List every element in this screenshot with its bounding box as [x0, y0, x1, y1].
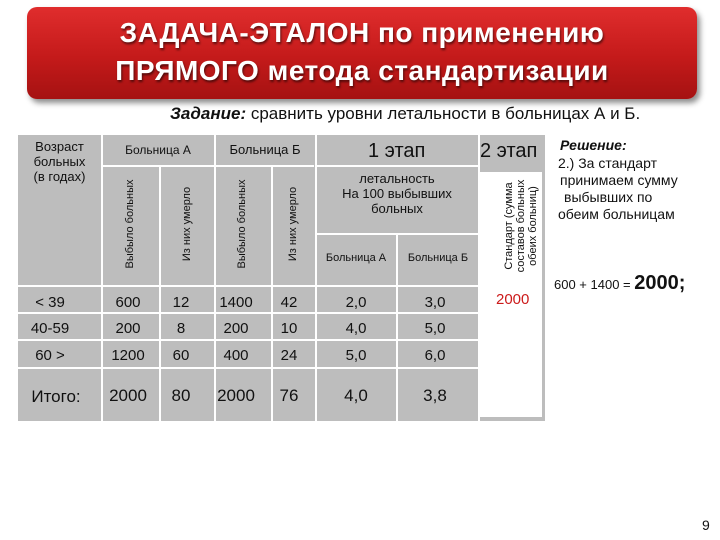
title-line-2: ПРЯМОГО метода стандартизации — [115, 55, 609, 86]
stage1-header: 1 этап — [368, 140, 426, 162]
row-b-out: 2000 — [217, 386, 255, 405]
row-b-died: 24 — [280, 347, 298, 364]
solution-title: Решение: — [560, 137, 627, 153]
row-age: 60 > — [35, 347, 65, 364]
a-died-header: Из них умерло — [181, 186, 193, 262]
hospital-a-header: Больница А — [125, 143, 191, 157]
leth-a-header: Больница А — [325, 252, 387, 264]
row-b-died: 10 — [280, 320, 298, 337]
row-leth-b: 3,0 — [424, 294, 446, 311]
hospital-b-header: Больница Б — [229, 142, 301, 157]
task-text: сравнить уровни летальности в больницах А и Б. — [246, 104, 641, 123]
row-a-out: 1200 — [111, 347, 145, 364]
row-leth-b: 6,0 — [424, 347, 446, 364]
standard-header: Стандарт (сумма составов больных обеих больниц) — [503, 179, 539, 273]
row-leth-a: 4,0 — [345, 320, 367, 337]
row-b-out: 400 — [223, 347, 249, 364]
row-a-died: 80 — [171, 386, 191, 405]
row-b-out: 200 — [223, 320, 249, 337]
task-statement — [170, 104, 640, 124]
row-leth-b: 5,0 — [424, 320, 446, 337]
lethality-header: летальность На 100 выбывших больных — [342, 171, 452, 216]
row-a-died: 8 — [176, 320, 186, 337]
solution-text: 2.) За стандарт принимаем сумму выбывших по обеим больницам — [558, 155, 678, 222]
row-leth-b: 3,8 — [423, 386, 447, 405]
row-leth-a: 4,0 — [344, 386, 368, 405]
row-a-died: 12 — [172, 294, 190, 311]
row-b-died: 42 — [280, 294, 298, 311]
a-discharged-header: Выбыло больных — [124, 179, 136, 269]
standard-value: 2000 — [496, 291, 530, 308]
row-age: Итого: — [31, 387, 81, 406]
row-b-died: 76 — [279, 386, 299, 405]
title-line-1: ЗАДАЧА-ЭТАЛОН по применению — [119, 17, 605, 48]
page-number: 9 — [702, 517, 710, 533]
row-a-died: 60 — [172, 347, 190, 364]
row-age: < 39 — [35, 294, 65, 311]
row-a-out: 200 — [115, 320, 141, 337]
row-a-out: 600 — [115, 294, 141, 311]
row-leth-a: 2,0 — [345, 294, 367, 311]
stage2-header: 2 этап — [480, 140, 538, 162]
b-discharged-header: Выбыло больных — [236, 179, 248, 269]
age-header: Возраст больных (в годах) — [33, 139, 86, 184]
row-b-out: 1400 — [219, 294, 253, 311]
leth-b-header: Больница Б — [407, 252, 469, 264]
title-banner — [27, 7, 697, 99]
row-leth-a: 5,0 — [345, 347, 367, 364]
row-a-out: 2000 — [109, 386, 147, 405]
solution-formula: 600 + 1400 = 2000; — [554, 272, 686, 294]
b-died-header: Из них умерло — [287, 186, 299, 262]
data-table — [18, 135, 545, 421]
task-label: Задание: — [170, 104, 247, 123]
row-age: 40-59 — [30, 320, 70, 337]
